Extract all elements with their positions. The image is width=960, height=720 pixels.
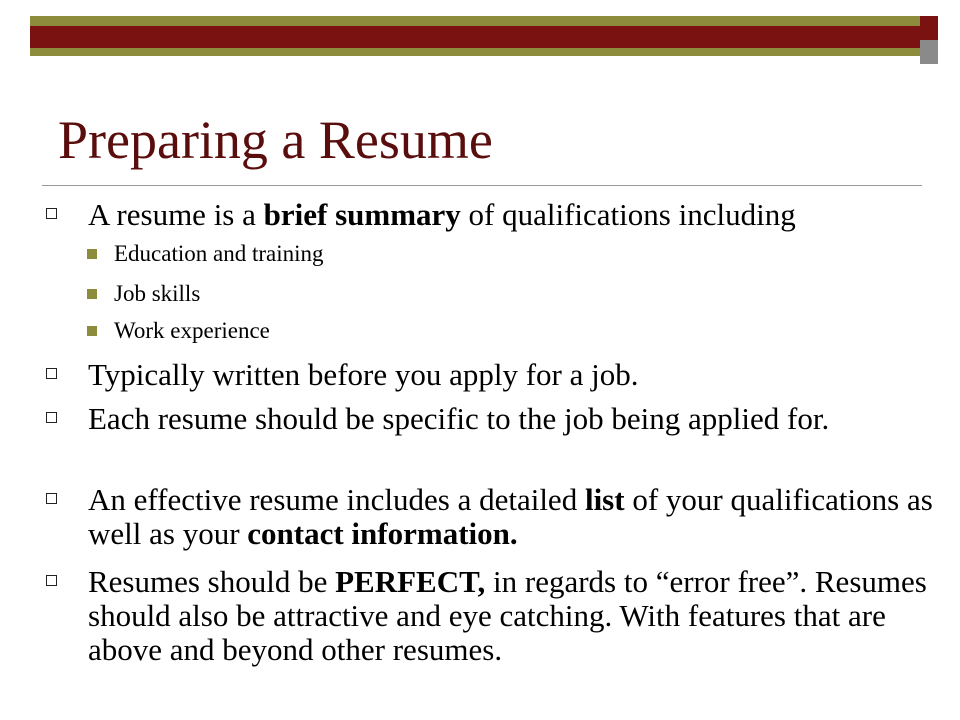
top-banner bbox=[0, 0, 960, 70]
sub-bullet-text: Work experience bbox=[114, 318, 270, 343]
hollow-square-bullet-icon bbox=[46, 412, 57, 423]
banner-red-square bbox=[920, 16, 938, 40]
sub-bullet-education bbox=[114, 241, 814, 267]
hollow-square-bullet-icon bbox=[46, 368, 57, 379]
banner-olive-bar-top bbox=[30, 16, 938, 26]
bullet-emphasis: brief summary bbox=[263, 197, 461, 232]
bullet-resume-summary bbox=[88, 198, 933, 232]
sub-bullet-text: Job skills bbox=[114, 281, 201, 306]
filled-square-bullet-icon bbox=[87, 326, 97, 336]
filled-square-bullet-icon bbox=[87, 289, 97, 299]
bullet-emphasis: list bbox=[584, 482, 625, 517]
bullet-text: of qualifications including bbox=[460, 197, 796, 232]
title-divider bbox=[42, 185, 922, 186]
bullet-resumes-perfect bbox=[88, 565, 933, 667]
bullet-text: Resumes should be bbox=[88, 564, 336, 599]
banner-red-bar bbox=[30, 26, 920, 48]
bullet-emphasis: contact information. bbox=[247, 516, 518, 551]
bullet-text: of your qualifications as well as your bbox=[88, 482, 933, 551]
bullet-text: An effective resume includes a detailed bbox=[88, 482, 585, 517]
bullet-effective-resume bbox=[88, 483, 933, 551]
sub-bullet-text: Education and training bbox=[114, 241, 324, 266]
bullet-emphasis: PERFECT, bbox=[335, 564, 486, 599]
sub-bullet-work-experience bbox=[114, 318, 814, 344]
slide-title: Preparing a Resume bbox=[58, 110, 493, 170]
hollow-square-bullet-icon bbox=[46, 493, 57, 504]
filled-square-bullet-icon bbox=[87, 249, 97, 259]
bullet-specific-resume bbox=[88, 402, 933, 436]
banner-gray-block bbox=[920, 40, 938, 64]
sub-bullet-job-skills bbox=[114, 281, 814, 307]
hollow-square-bullet-icon bbox=[46, 575, 57, 586]
bullet-text: A resume is a bbox=[88, 197, 264, 232]
hollow-square-bullet-icon bbox=[46, 208, 57, 219]
banner-olive-bar-bottom bbox=[30, 48, 920, 56]
bullet-typically-written bbox=[88, 358, 933, 392]
bullet-text: Typically written before you apply for a job. bbox=[88, 357, 639, 392]
bullet-text: Each resume should be specific to the job being applied for. bbox=[88, 401, 830, 436]
bullet-text: in regards to “error free”. Resumes should also be attractive and eye catching. With features that are above and beyond other resumes. bbox=[88, 564, 927, 667]
